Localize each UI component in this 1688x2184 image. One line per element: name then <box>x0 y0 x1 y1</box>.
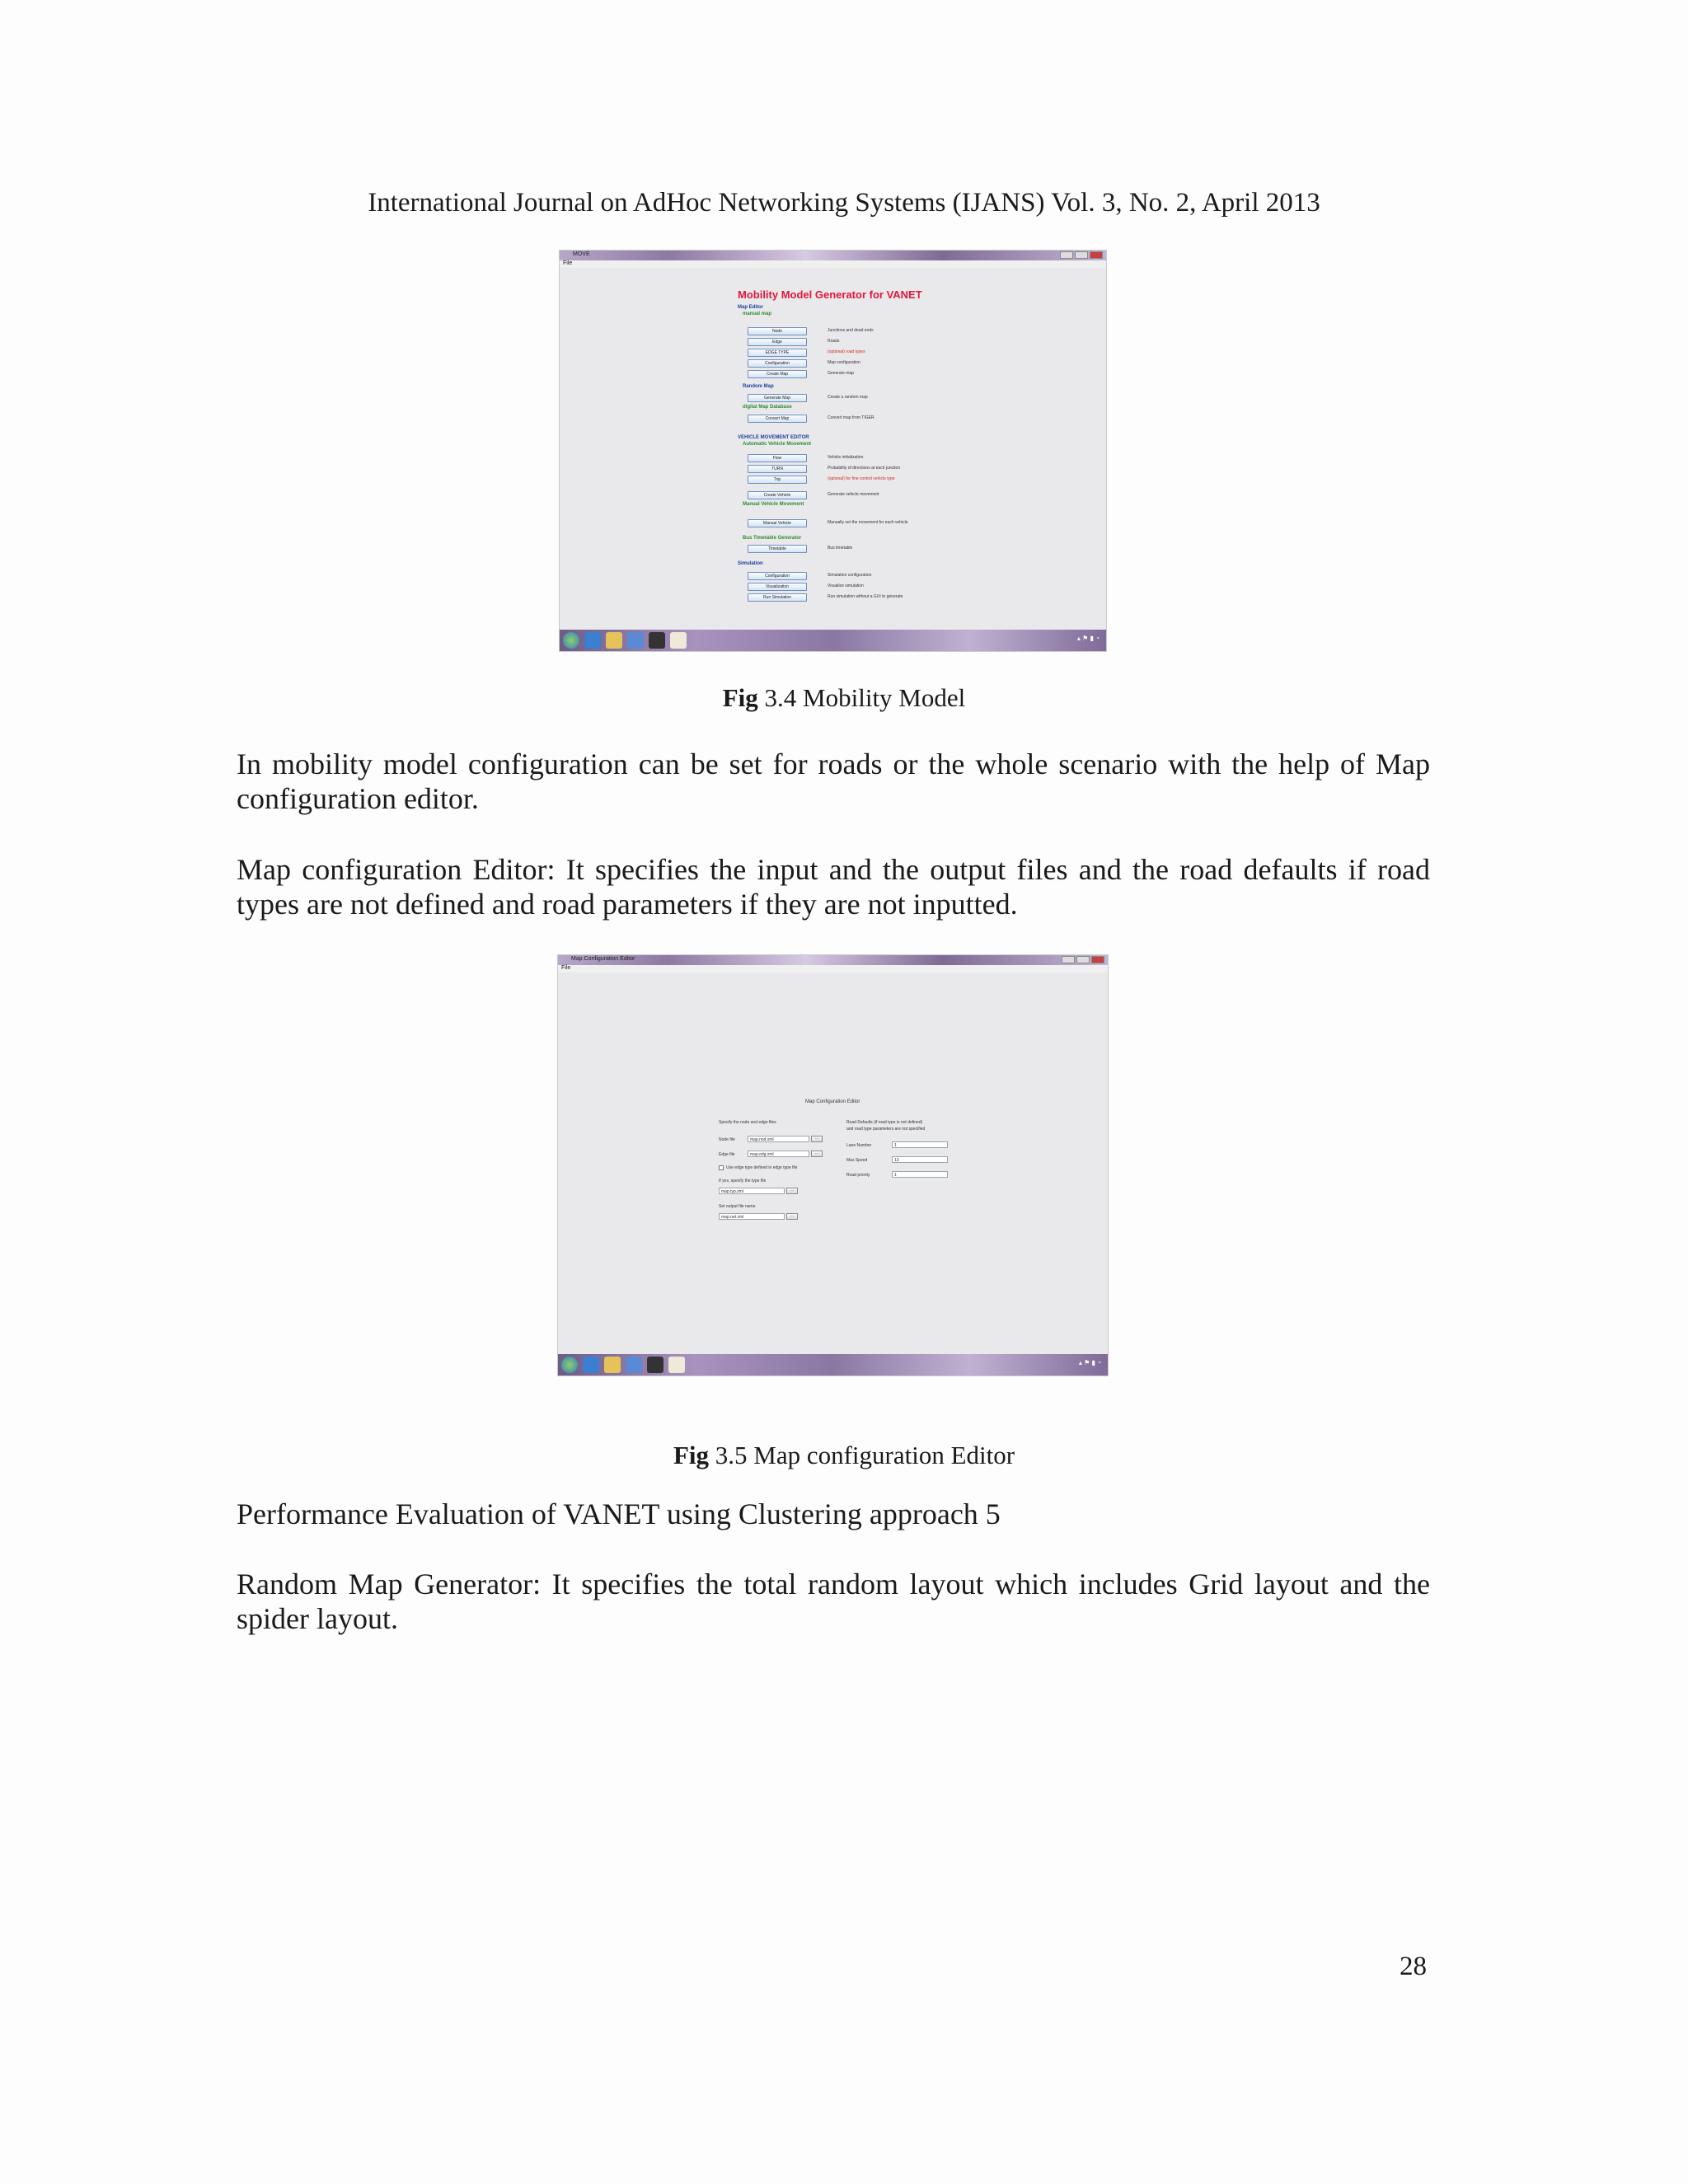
window-titlebar <box>558 955 1108 965</box>
section-auto-vehicle: Automatic Vehicle Movement <box>743 442 812 447</box>
program-icon[interactable] <box>626 1357 642 1373</box>
create-map-desc: Generate map <box>828 371 854 376</box>
sim-configuration-desc: Simulation configuration <box>828 573 872 578</box>
maximize-icon[interactable] <box>1076 956 1090 963</box>
run-simulation-desc: Run simulation without a GUI to generate <box>828 594 903 599</box>
manual-vehicle-button[interactable]: Manual Vehicle <box>748 519 807 527</box>
menu-file[interactable]: File <box>561 965 571 971</box>
section-manual-map: manual map <box>743 312 772 316</box>
output-heading: Set output file name <box>719 1204 756 1209</box>
road-defaults-heading: Road Defaults (if road type is not defined) <box>846 1120 923 1125</box>
system-tray-icon[interactable]: ▴ ⚑ ▮ ◔ <box>1078 1359 1101 1366</box>
flow-desc: Vehicle initialization <box>828 455 864 460</box>
page-number: 28 <box>1400 1952 1427 1981</box>
figure-caption-3-4: Fig 3.4 Mobility Model <box>722 683 966 712</box>
edge-button[interactable]: Edge <box>748 338 807 346</box>
java-icon[interactable] <box>668 1357 685 1373</box>
close-icon[interactable] <box>1090 251 1103 259</box>
use-edge-type-checkbox[interactable] <box>719 1165 724 1170</box>
start-orb-icon[interactable] <box>561 1357 578 1373</box>
road-priority-label: Road priority <box>846 1173 870 1178</box>
editor-title: Map Configuration Editor <box>805 1099 860 1104</box>
window-titlebar <box>560 251 1106 260</box>
paragraph-mobility-config: In mobility model configuration can be set for roads or the whole scenario with the help of Map configuration editor. <box>237 748 1430 815</box>
visualization-desc: Visualize simulation <box>828 583 864 588</box>
sim-configuration-button[interactable]: Configuration <box>748 572 807 580</box>
edge-type-button[interactable]: EDGE TYPE <box>748 349 807 357</box>
menubar <box>558 965 1108 972</box>
flow-button[interactable]: Flow <box>748 454 807 462</box>
type-file-heading: If yes, specify the type file <box>719 1179 767 1183</box>
node-file-label: Node file <box>719 1137 735 1142</box>
create-vehicle-button[interactable]: Create Vehicle <box>748 491 807 499</box>
window-controls[interactable] <box>1062 956 1104 963</box>
road-defaults-sub: and road type parameters are not specified <box>846 1127 926 1132</box>
output-file-input[interactable]: map.net.xml <box>719 1213 785 1220</box>
convert-map-button[interactable]: Convert Map <box>748 415 807 423</box>
folder-icon[interactable] <box>604 1357 621 1373</box>
minimize-icon[interactable] <box>1062 956 1075 963</box>
edge-file-label: Edge file <box>719 1152 735 1157</box>
taskbar <box>558 1354 1108 1376</box>
timetable-desc: Bus timetable <box>828 546 853 551</box>
section-line: Performance Evaluation of VANET using Clustering approach 5 <box>237 1497 1001 1530</box>
input-heading: Specify the node and edge files <box>719 1120 776 1125</box>
lane-number-input[interactable]: 1 <box>892 1141 948 1148</box>
type-file-browse-button[interactable]: … <box>786 1188 798 1194</box>
turn-desc: Probability of directions at each junction <box>828 466 901 471</box>
app-title: Mobility Model Generator for VANET <box>738 288 922 301</box>
java-icon[interactable] <box>670 632 687 649</box>
node-file-browse-button[interactable]: … <box>811 1136 823 1142</box>
edge-type-desc: (optional) road types <box>828 349 865 354</box>
window-title: MOVE <box>573 251 590 257</box>
start-orb-icon[interactable] <box>563 632 579 649</box>
edge-file-browse-button[interactable]: … <box>811 1151 823 1157</box>
trip-desc: (optional) for fine control vehicle type <box>828 476 895 481</box>
timetable-button[interactable]: Timetable <box>748 545 807 553</box>
visualization-button[interactable]: Visualization <box>748 583 807 591</box>
section-vehicle-movement: VEHICLE MOVEMENT EDITOR <box>738 435 809 440</box>
paragraph-random-map-generator: Random Map Generator: It specifies the total random layout which includes Grid layout and the spider layout. <box>237 1568 1430 1635</box>
generate-map-desc: Create a random map <box>828 395 868 400</box>
section-manual-vehicle: Manual Vehicle Movement <box>743 502 804 507</box>
generate-map-button[interactable]: Generate Map <box>748 394 807 402</box>
edge-file-input[interactable]: map.edg.xml <box>748 1151 809 1157</box>
close-icon[interactable] <box>1091 956 1104 963</box>
menu-file[interactable]: File <box>563 260 573 266</box>
ie-icon[interactable] <box>584 632 601 649</box>
section-random-map: Random Map <box>743 384 774 389</box>
configuration-desc: Map configuration <box>828 360 860 365</box>
running-header: International Journal on AdHoc Networking Systems (IJANS) Vol. 3, No. 2, April 2013 <box>368 188 1320 218</box>
convert-map-desc: Convert map from TIGER <box>828 415 874 420</box>
manual-vehicle-desc: Manually set the movement for each vehicle <box>828 520 908 525</box>
section-simulation: Simulation <box>738 561 763 566</box>
app-icon[interactable] <box>649 632 665 649</box>
window-controls[interactable] <box>1060 251 1103 259</box>
use-edge-type-label: Use edge type defined in edge type file <box>726 1165 798 1170</box>
node-button[interactable]: Node <box>748 327 807 335</box>
system-tray-icon[interactable]: ▴ ⚑ ▮ ◔ <box>1076 635 1100 642</box>
mobility-model-screenshot <box>560 251 1106 651</box>
lane-number-label: Lane Number <box>846 1143 872 1148</box>
edge-desc: Roads <box>828 339 840 344</box>
run-simulation-button[interactable]: Run Simulation <box>748 593 807 602</box>
turn-button[interactable]: TURN <box>748 465 807 473</box>
max-speed-label: Max Speed <box>846 1158 868 1163</box>
window-title: Map Configuration Editor <box>571 956 635 962</box>
program-icon[interactable] <box>627 632 644 649</box>
section-digital-map: digital Map Database <box>743 405 792 410</box>
app-icon[interactable] <box>647 1357 663 1373</box>
max-speed-input[interactable]: 13 <box>892 1156 948 1163</box>
folder-icon[interactable] <box>606 632 622 649</box>
ie-icon[interactable] <box>583 1357 599 1373</box>
trip-button[interactable]: Trip <box>748 476 807 484</box>
maximize-icon[interactable] <box>1075 251 1088 259</box>
node-desc: Junctions and dead ends <box>828 328 874 333</box>
road-priority-input[interactable]: 1 <box>892 1171 948 1178</box>
node-file-input[interactable]: map.nod.xml <box>748 1136 809 1142</box>
menubar <box>560 260 1106 268</box>
create-map-button[interactable]: Create Map <box>748 370 807 378</box>
create-vehicle-desc: Generate vehicle movement <box>828 492 879 497</box>
section-bus-timetable: Bus Timetable Generator <box>743 536 802 541</box>
section-map-editor: Map Editor <box>738 305 763 310</box>
map-configuration-editor-screenshot <box>558 955 1108 1376</box>
paragraph-map-config-editor: Map configuration Editor: It specifies the input and the output files and the road defaults if road types are not defined and road parameters if they are not inputted. <box>237 853 1430 921</box>
type-file-input[interactable]: map.typ.xml <box>719 1188 785 1194</box>
configuration-button[interactable]: Configuration <box>748 359 807 368</box>
minimize-icon[interactable] <box>1060 251 1073 259</box>
output-file-browse-button[interactable]: … <box>786 1213 798 1220</box>
figure-caption-3-5: Fig 3.5 Map configuration Editor <box>673 1441 1015 1469</box>
taskbar <box>560 630 1106 651</box>
